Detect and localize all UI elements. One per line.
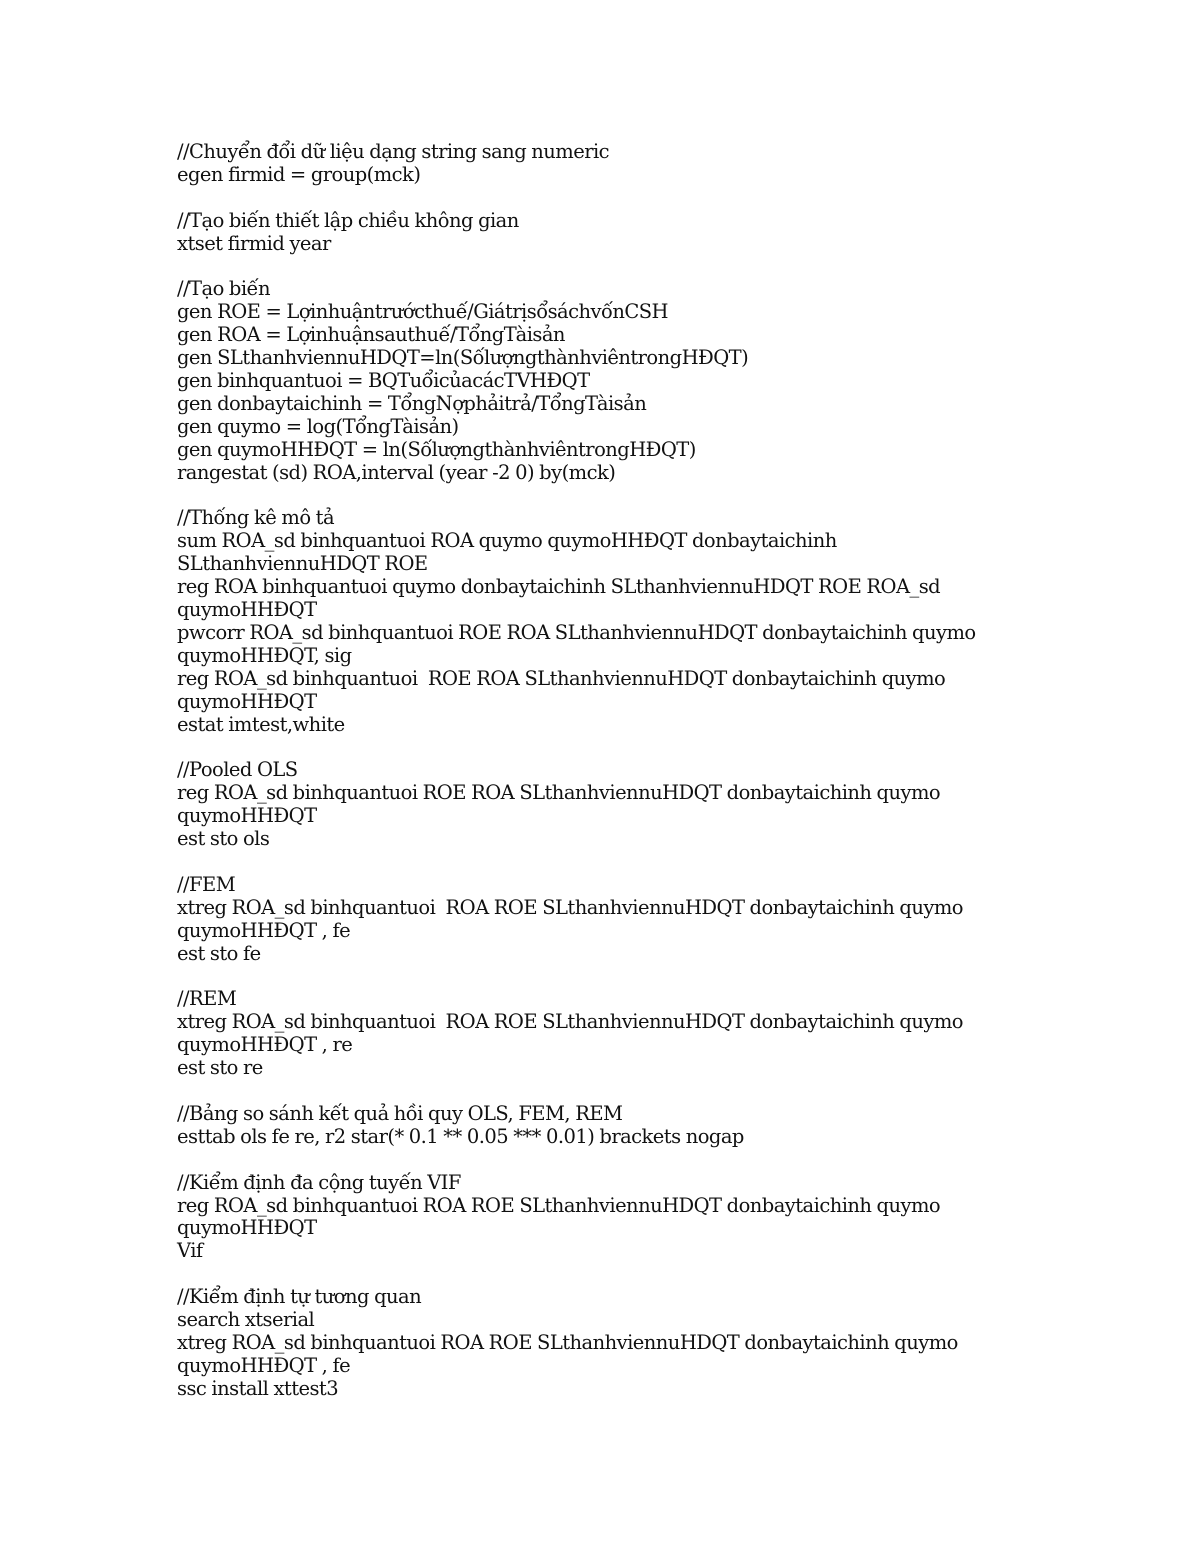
- section-panel-setup: [177, 210, 1077, 256]
- code-line: est sto re: [177, 1056, 263, 1080]
- section-autocorrelation-test: [177, 1286, 1077, 1401]
- code-line: est sto fe: [177, 941, 261, 965]
- code-line: SLthanhviennuHDQT ROE: [177, 552, 428, 576]
- section-pooled-ols: [177, 759, 1077, 851]
- code-line: quymoHHĐQT , fe: [177, 1353, 351, 1377]
- comment-line: //REM: [177, 987, 237, 1011]
- code-line: egen firmid = group(mck): [177, 162, 421, 186]
- code-line: search xtserial: [177, 1308, 315, 1332]
- code-line: sum ROA_sd binhquantuoi ROA quymo quymoHHĐQT donbaytaichinh: [177, 529, 837, 553]
- code-line: reg ROA_sd binhquantuoi ROE ROA SLthanhviennuHDQT donbaytaichinh quymo: [177, 666, 946, 690]
- section-descriptive-stats: [177, 507, 1077, 736]
- code-line: gen quymo = log(TổngTàisản): [177, 414, 459, 438]
- code-line: gen donbaytaichinh = TổngNợphảitrả/TổngTàisản: [177, 391, 647, 415]
- code-line: rangestat (sd) ROA,interval (year -2 0) by(mck): [177, 460, 616, 484]
- code-line: estat imtest,white: [177, 712, 345, 736]
- code-line: xtreg ROA_sd binhquantuoi ROA ROE SLthanhviennuHDQT donbaytaichinh quymo: [177, 1010, 963, 1034]
- code-line: gen ROE = Lợinhuậntrướcthuế/GiátrịsổsáchvốnCSH: [177, 300, 668, 324]
- code-line: esttab ols fe re, r2 star(* 0.1 ** 0.05 *** 0.01) brackets nogap: [177, 1124, 744, 1148]
- code-line: gen quymoHHĐQT = ln(SốlượngthànhviêntrongHĐQT): [177, 437, 696, 461]
- comment-line: //Pooled OLS: [177, 758, 298, 782]
- code-line: quymoHHĐQT , re: [177, 1033, 353, 1057]
- comment-line: //Bảng so sánh kết quả hồi quy OLS, FEM, REM: [177, 1101, 623, 1125]
- code-line: quymoHHĐQT, sig: [177, 643, 352, 667]
- code-line: gen SLthanhviennuHDQT=ln(SốlượngthànhviêntrongHĐQT): [177, 346, 749, 370]
- comment-line: //Tạo biến thiết lập chiều không gian: [177, 208, 519, 232]
- code-line: est sto ols: [177, 827, 270, 851]
- code-line: reg ROA_sd binhquantuoi ROE ROA SLthanhviennuHDQT donbaytaichinh quymo: [177, 781, 941, 805]
- code-line: reg ROA_sd binhquantuoi ROA ROE SLthanhviennuHDQT donbaytaichinh quymo: [177, 1193, 941, 1217]
- comment-line: //Tạo biến: [177, 277, 270, 301]
- comment-line: //Thống kê mô tả: [177, 506, 335, 530]
- comment-line: //Chuyển đổi dữ liệu dạng string sang numeric: [177, 140, 610, 163]
- section-compare-table: [177, 1103, 1077, 1149]
- comment-line: //Kiểm định tự tương quan: [177, 1285, 422, 1309]
- code-line: Vif: [177, 1239, 203, 1263]
- section-convert-string: [177, 141, 1077, 187]
- code-line: pwcorr ROA_sd binhquantuoi ROE ROA SLthanhviennuHDQT donbaytaichinh quymo: [177, 620, 976, 644]
- code-line: reg ROA binhquantuoi quymo donbaytaichinh SLthanhviennuHDQT ROE ROA_sd: [177, 575, 941, 599]
- section-create-variables: [177, 278, 1077, 484]
- code-line: ssc install xttest3: [177, 1376, 339, 1400]
- comment-line: //FEM: [177, 872, 236, 896]
- code-line: xtreg ROA_sd binhquantuoi ROA ROE SLthanhviennuHDQT donbaytaichinh quymo: [177, 1330, 958, 1354]
- code-line: quymoHHĐQT: [177, 689, 317, 713]
- code-line: quymoHHĐQT: [177, 598, 317, 622]
- code-line: quymoHHĐQT , fe: [177, 918, 351, 942]
- document-body: [177, 141, 1077, 1424]
- code-line: xtset firmid year: [177, 231, 331, 255]
- code-line: xtreg ROA_sd binhquantuoi ROA ROE SLthanhviennuHDQT donbaytaichinh quymo: [177, 895, 963, 919]
- section-rem: [177, 988, 1077, 1080]
- code-line: quymoHHĐQT: [177, 1216, 317, 1240]
- section-vif-test: [177, 1172, 1077, 1264]
- section-fem: [177, 874, 1077, 966]
- code-line: quymoHHĐQT: [177, 804, 317, 828]
- code-line: gen binhquantuoi = BQTuổicủacácTVHĐQT: [177, 369, 590, 393]
- comment-line: //Kiểm định đa cộng tuyến VIF: [177, 1170, 461, 1194]
- code-line: gen ROA = Lợinhuậnsauthuế/TổngTàisản: [177, 323, 565, 347]
